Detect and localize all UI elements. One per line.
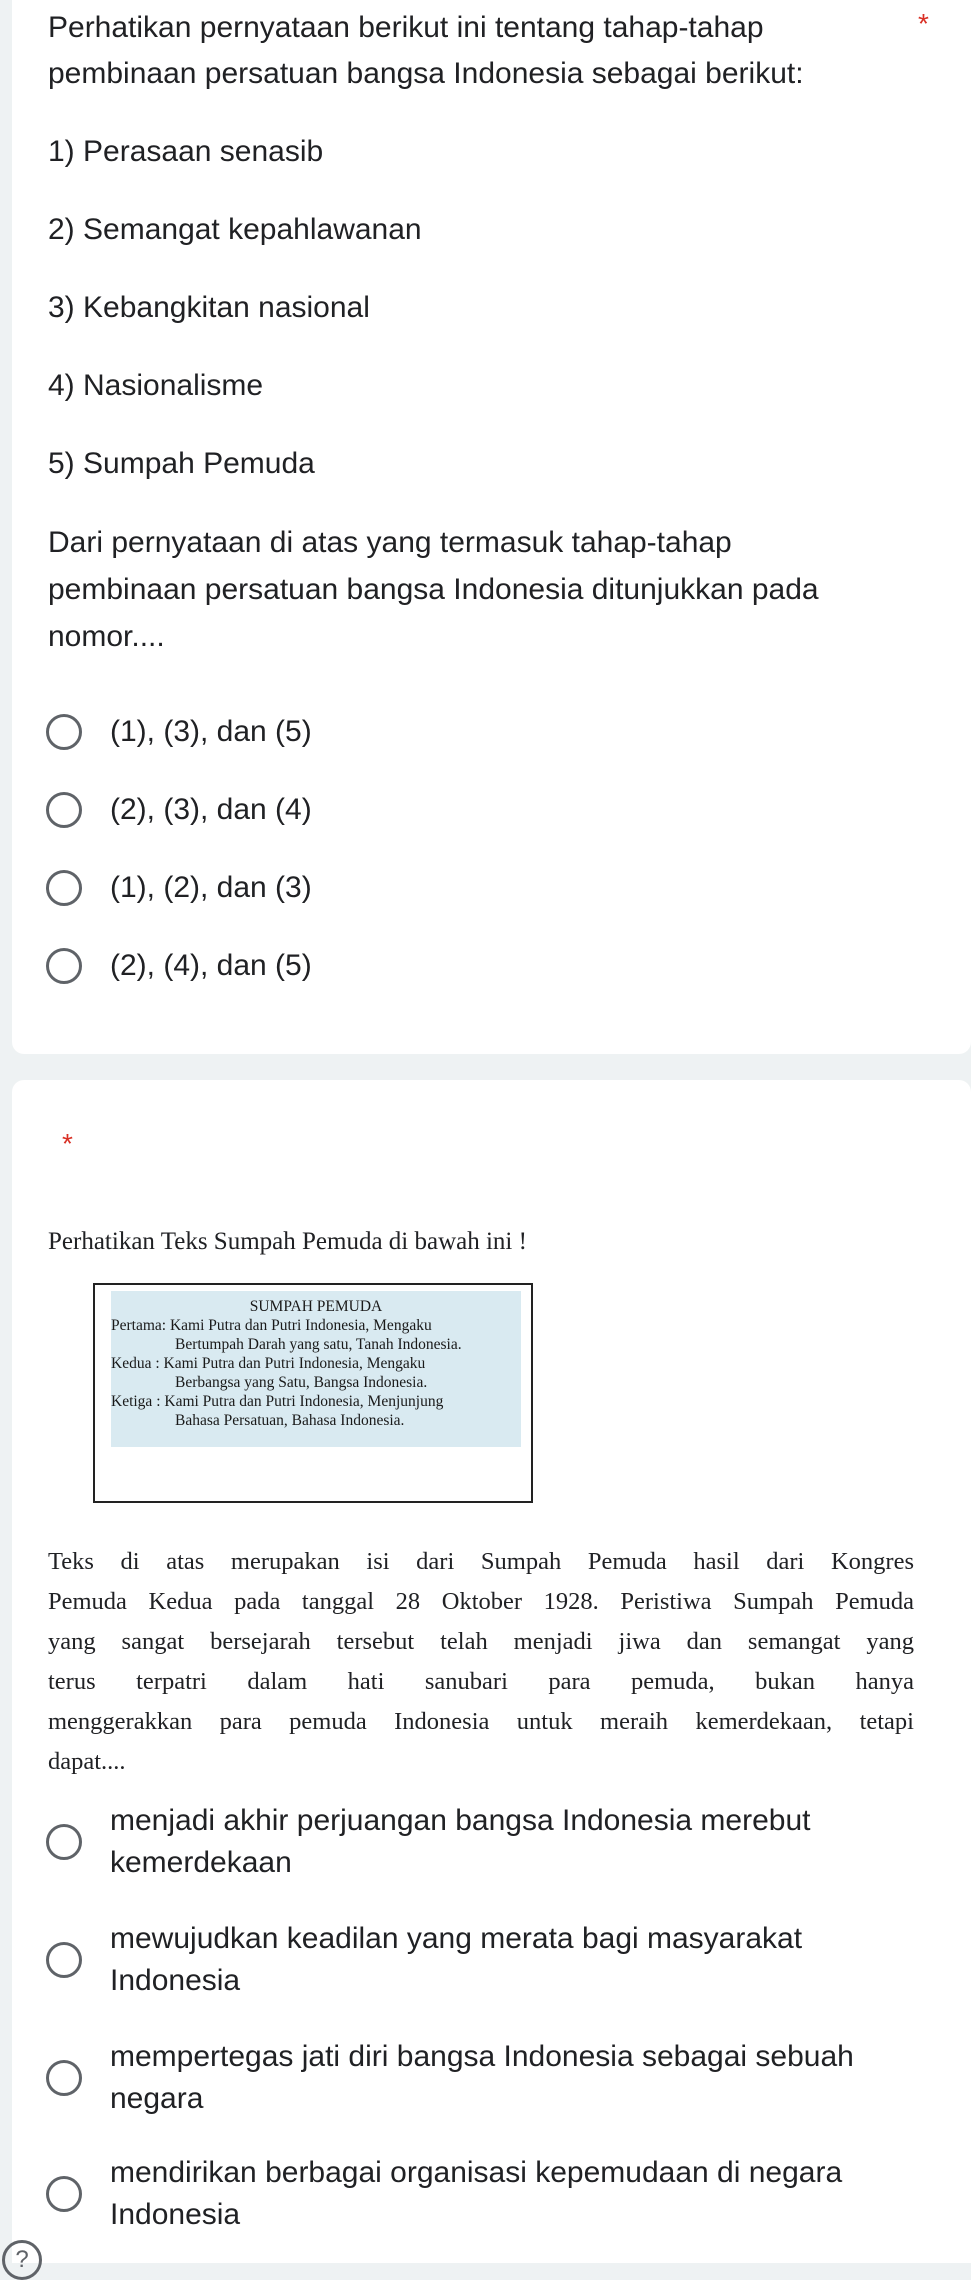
required-mark: * [62,1128,73,1159]
paragraph-line: terus terpatri dalam hati sanubari para pemuda, bukan hanya [48,1668,914,1695]
sumpah-line-6: Bahasa Persatuan, Bahasa Indonesia. [175,1412,405,1429]
paragraph-line: menggerakkan para pemuda Indonesia untuk meraih kemerdekaan, tetapi [48,1708,914,1735]
paragraph-line: dapat.... [48,1748,126,1775]
radio-button[interactable] [46,948,82,984]
q1-option-b-label: (2), (3), dan (4) [110,793,312,826]
sumpah-pemuda-image [93,1283,533,1503]
statement-3: 3) Kebangkitan nasional [48,291,370,324]
sumpah-pemuda-text-panel [111,1291,521,1447]
q2-option-a-label-line-1: menjadi akhir perjuangan bangsa Indonesia merebut [110,1804,811,1837]
statement-5: 5) Sumpah Pemuda [48,447,315,480]
paragraph-line: Teks di atas merupakan isi dari Sumpah Pemuda hasil dari Kongres [48,1548,914,1575]
sumpah-line-3: Kedua : Kami Putra dan Putri Indonesia, Mengaku [111,1355,426,1372]
statement-4: 4) Nasionalisme [48,369,264,402]
radio-button[interactable] [46,2060,82,2096]
sumpah-line-4: Berbangsa yang Satu, Bangsa Indonesia. [175,1374,428,1391]
question-2-paragraph [48,1542,914,1782]
help-icon[interactable]: ? [2,2240,42,2280]
radio-button[interactable] [46,792,82,828]
question-1-prompt-line-3: nomor.... [48,620,165,653]
question-1-prompt-line-2: pembinaan persatuan bangsa Indonesia ditunjukkan pada [48,573,819,606]
q2-option-d-label-line-1: mendirikan berbagai organisasi kepemudaan di negara [110,2156,843,2189]
radio-button[interactable] [46,870,82,906]
q2-option-b-label-line-2: Indonesia [110,1964,241,1997]
q2-option-b-label-line-1: mewujudkan keadilan yang merata bagi masyarakat [110,1922,803,1955]
radio-button[interactable] [46,2176,82,2212]
radio-button[interactable] [46,1824,82,1860]
q1-option-a-label: (1), (3), dan (5) [110,715,312,748]
paragraph-line: yang sangat bersejarah tersebut telah menjadi jiwa dan semangat yang [48,1628,914,1655]
q1-option-c-label: (1), (2), dan (3) [110,871,312,904]
sumpah-line-1: Pertama: Kami Putra dan Putri Indonesia, Mengaku [111,1317,432,1334]
statement-1: 1) Perasaan senasib [48,135,324,168]
radio-button[interactable] [46,1942,82,1978]
statement-2: 2) Semangat kepahlawanan [48,213,422,246]
paragraph-line: Pemuda Kedua pada tanggal 28 Oktober 1928. Peristiwa Sumpah Pemuda [48,1588,914,1615]
sumpah-line-2: Bertumpah Darah yang satu, Tanah Indonesia. [175,1336,462,1353]
question-1-prompt-line-1: Dari pernyataan di atas yang termasuk tahap-tahap [48,526,732,559]
question-1-intro-line-2: pembinaan persatuan bangsa Indonesia sebagai berikut: [48,57,804,90]
q2-option-a-label-line-2: kemerdekaan [110,1846,292,1879]
q1-option-d-label: (2), (4), dan (5) [110,949,312,982]
sumpah-line-5: Ketiga : Kami Putra dan Putri Indonesia, Menjunjung [111,1393,444,1410]
q2-option-d-label-line-2: Indonesia [110,2198,241,2231]
question-1-intro-line-1: Perhatikan pernyataan berikut ini tentang tahap-tahap [48,11,764,44]
q2-option-c-label-line-2: negara [110,2082,204,2115]
sumpah-pemuda-title: SUMPAH PEMUDA [249,1298,383,1315]
radio-button[interactable] [46,714,82,750]
question-2-intro: Perhatikan Teks Sumpah Pemuda di bawah ini ! [48,1228,527,1255]
q2-option-c-label-line-1: mempertegas jati diri bangsa Indonesia sebagai sebuah [110,2040,854,2073]
required-mark: * [918,8,929,39]
